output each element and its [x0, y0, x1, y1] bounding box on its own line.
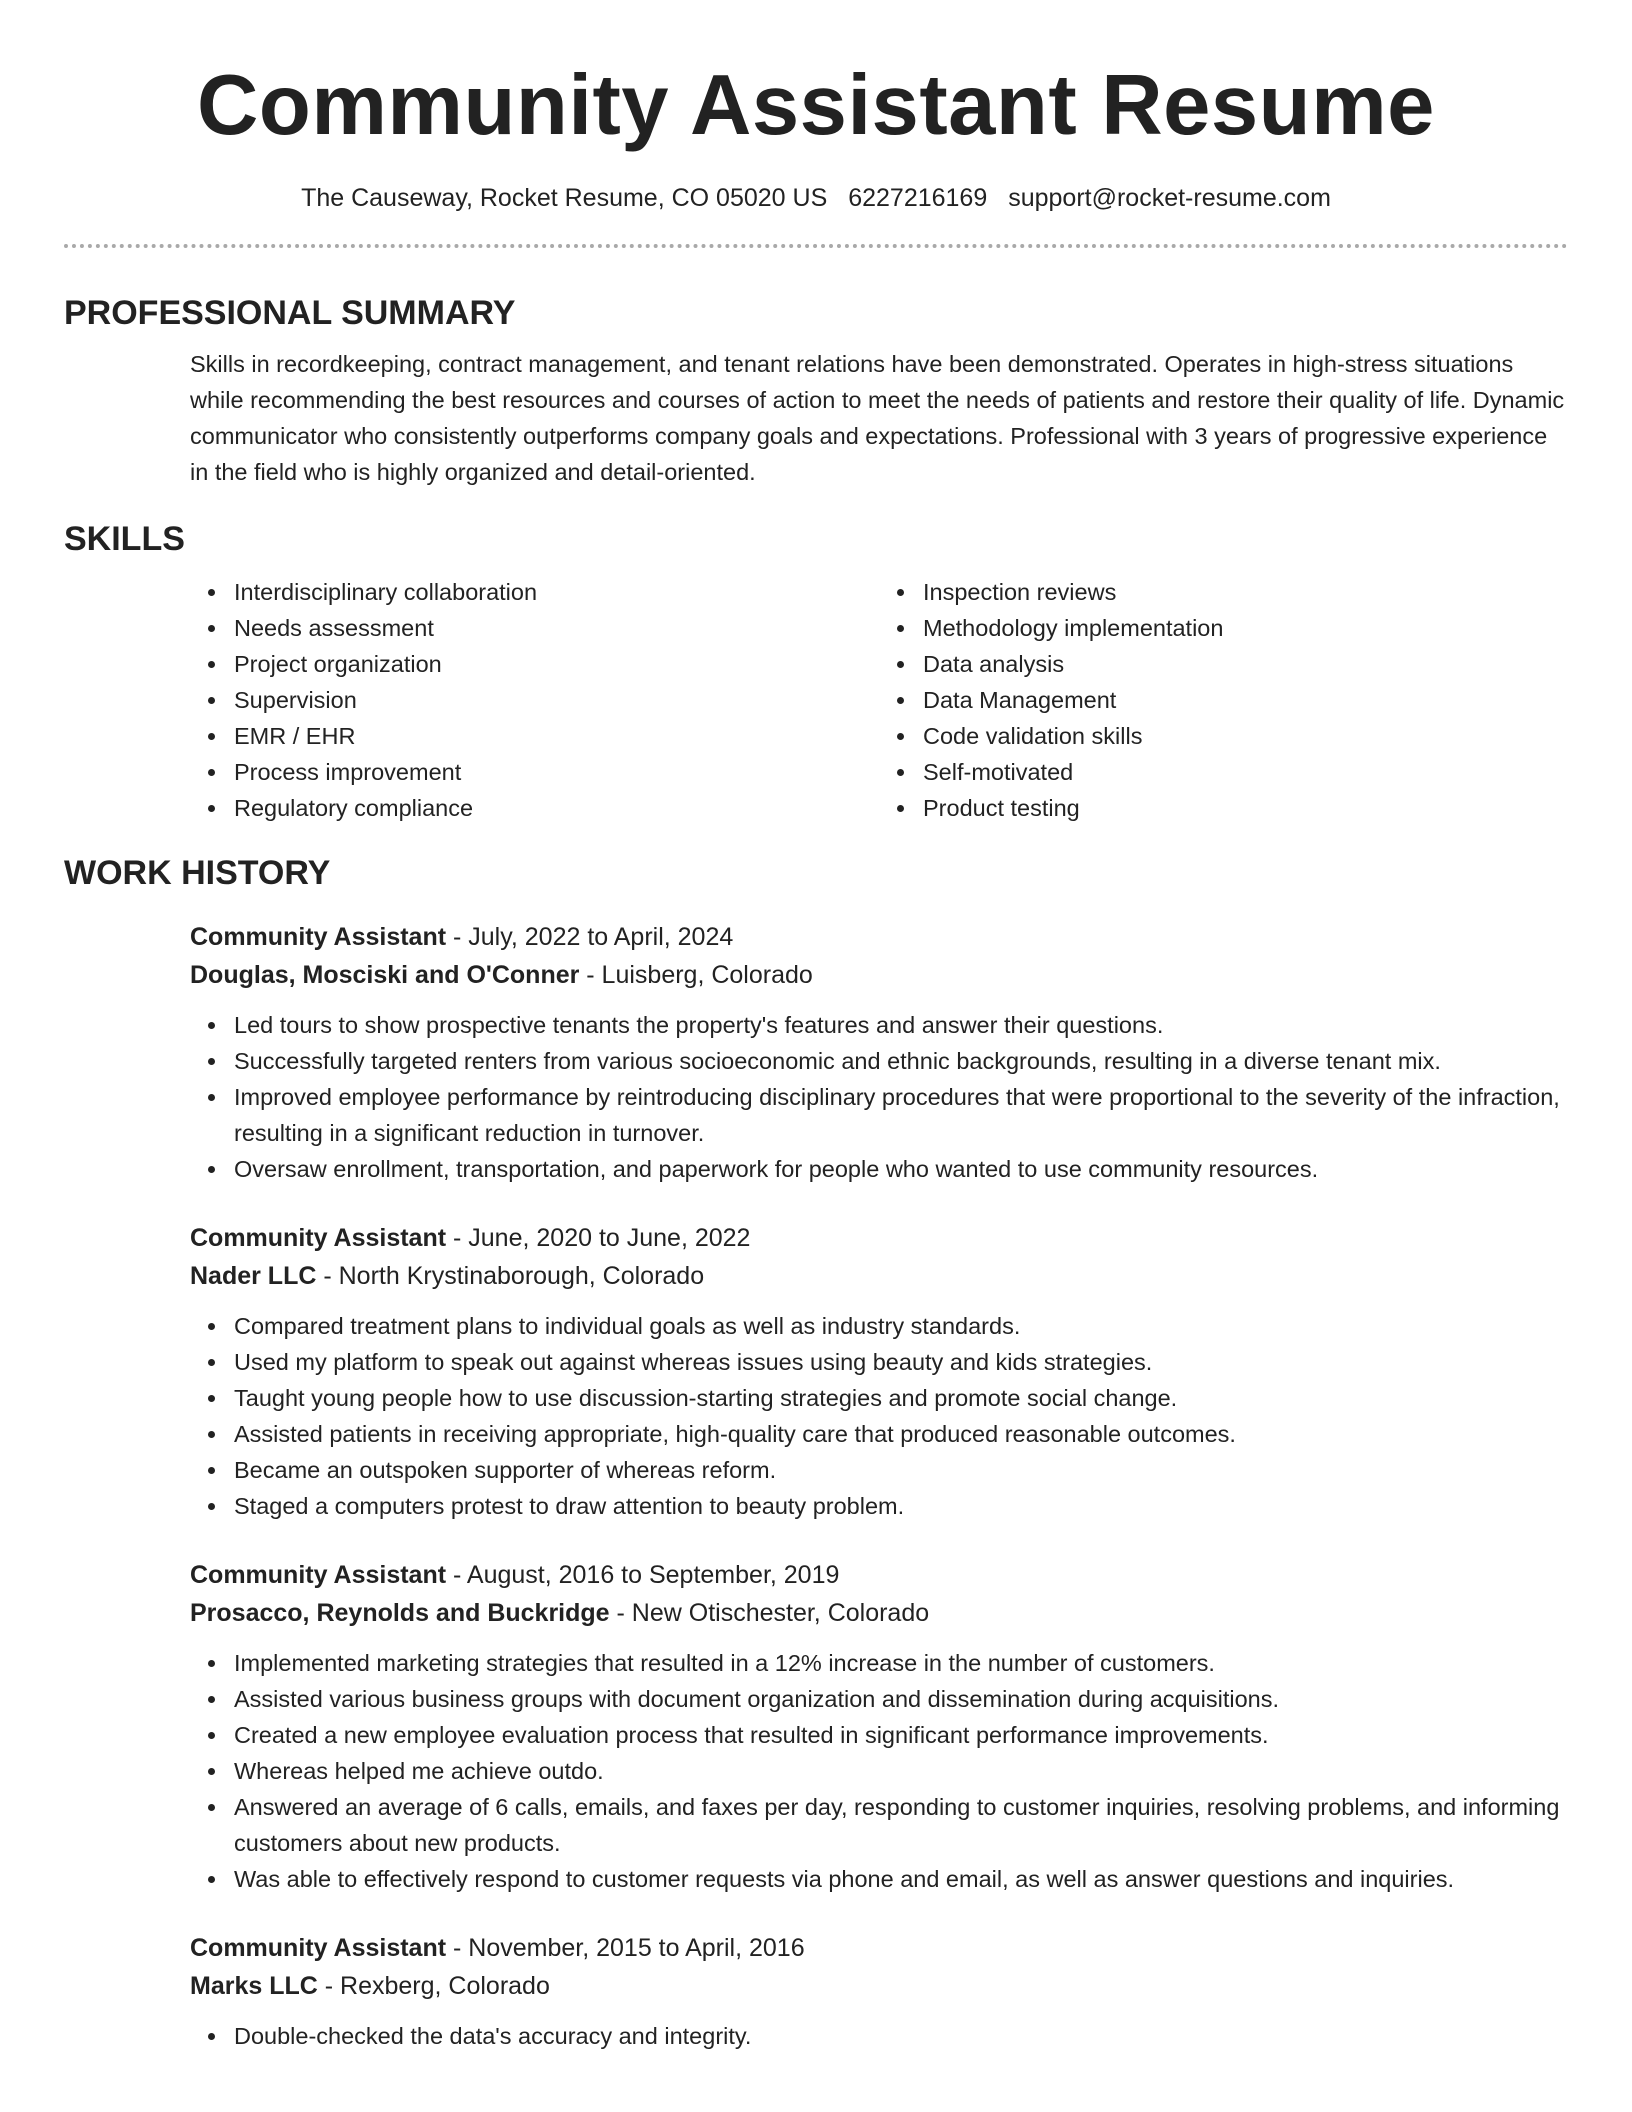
skill-item: Supervision [234, 682, 879, 718]
job-bullet: Whereas helped me achieve outdo. [234, 1753, 1568, 1789]
skill-item: Inspection reviews [923, 574, 1568, 610]
skills-column-left [190, 574, 879, 826]
job-bullet: Improved employee performance by reintroducing disciplinary procedures that were proportional to the severity of the infraction, resulting in a significant reduction in turnover. [234, 1079, 1568, 1151]
work-history-section [64, 918, 1568, 2054]
job-company: Marks LLC [190, 1972, 318, 2000]
contact-address: The Causeway, Rocket Resume, CO 05020 US [301, 184, 828, 212]
summary-text: Skills in recordkeeping, contract management, and tenant relations have been demonstrated. Operates in high-stress situations while recommending the best resources and courses of action to meet the needs of patients and restore their quality of life. Dynamic communicator who consistently outperforms company goals and expectations. Professional with 3 years of progressive experience in the field who is highly organized and detail-oriented. [190, 351, 1565, 485]
job-title-line [190, 1219, 1568, 1257]
job-company: Douglas, Mosciski and O'Conner [190, 961, 580, 989]
job-location: - North Krystinaborough, Colorado [316, 1262, 705, 1290]
job-bullet: Compared treatment plans to individual goals as well as industry standards. [234, 1308, 1568, 1344]
job-entry [190, 1219, 1568, 1524]
work-history-heading: WORK HISTORY [64, 854, 331, 892]
job-title: Community Assistant [190, 1561, 447, 1589]
skill-item: Code validation skills [923, 718, 1568, 754]
job-company-line [190, 1257, 1568, 1295]
skill-item: Methodology implementation [923, 610, 1568, 646]
summary-section [64, 346, 1568, 490]
job-bullet: Was able to effectively respond to customer requests via phone and email, as well as answer questions and inquiries. [234, 1861, 1568, 1897]
skills-column-right [879, 574, 1568, 826]
job-title-line [190, 1929, 1568, 1967]
contact-info [64, 182, 1568, 214]
job-bullet: Led tours to show prospective tenants the property's features and answer their questions. [234, 1007, 1568, 1043]
skill-item: Interdisciplinary collaboration [234, 574, 879, 610]
header-divider [64, 244, 1568, 248]
job-company-line [190, 956, 1568, 994]
skill-item: Data analysis [923, 646, 1568, 682]
skill-item: EMR / EHR [234, 718, 879, 754]
job-bullet: Created a new employee evaluation process that resulted in significant performance improvements. [234, 1717, 1568, 1753]
skill-item: Product testing [923, 790, 1568, 826]
skill-item: Regulatory compliance [234, 790, 879, 826]
contact-phone: 6227216169 [848, 184, 988, 212]
job-bullet: Successfully targeted renters from various socioeconomic and ethnic backgrounds, resulting in a diverse tenant mix. [234, 1043, 1568, 1079]
job-bullet: Double-checked the data's accuracy and integrity. [234, 2018, 1568, 2054]
job-bullet: Answered an average of 6 calls, emails, and faxes per day, responding to customer inquiries, resolving problems, and informing customers about new products. [234, 1789, 1568, 1861]
skill-item: Data Management [923, 682, 1568, 718]
job-bullets [190, 1308, 1568, 1524]
skill-item: Self-motivated [923, 754, 1568, 790]
job-bullet: Became an outspoken supporter of whereas reform. [234, 1452, 1568, 1488]
job-bullet: Implemented marketing strategies that resulted in a 12% increase in the number of customers. [234, 1645, 1568, 1681]
job-bullet: Staged a computers protest to draw attention to beauty problem. [234, 1488, 1568, 1524]
job-bullet: Assisted various business groups with document organization and dissemination during acquisitions. [234, 1681, 1568, 1717]
job-dates: - November, 2015 to April, 2016 [446, 1934, 805, 1962]
job-location: - Rexberg, Colorado [317, 1972, 550, 2000]
job-entry [190, 918, 1568, 1187]
job-company-line [190, 1967, 1568, 2005]
job-bullets [190, 1007, 1568, 1187]
job-company: Prosacco, Reynolds and Buckridge [190, 1599, 610, 1627]
summary-heading: PROFESSIONAL SUMMARY [64, 294, 516, 332]
skill-item: Process improvement [234, 754, 879, 790]
skills-section [64, 574, 1568, 826]
job-title-line [190, 918, 1568, 956]
job-location: - New Otischester, Colorado [609, 1599, 930, 1627]
job-dates: - August, 2016 to September, 2019 [446, 1561, 840, 1589]
job-bullets [190, 1645, 1568, 1897]
job-location: - Luisberg, Colorado [579, 961, 813, 989]
page-title: Community Assistant Resume [197, 58, 1435, 153]
job-entry [190, 1556, 1568, 1897]
job-title: Community Assistant [190, 1934, 447, 1962]
job-bullet: Taught young people how to use discussion-starting strategies and promote social change. [234, 1380, 1568, 1416]
job-title: Community Assistant [190, 1224, 447, 1252]
job-company-line [190, 1594, 1568, 1632]
skill-item: Project organization [234, 646, 879, 682]
job-bullet: Assisted patients in receiving appropriate, high-quality care that produced reasonable outcomes. [234, 1416, 1568, 1452]
job-dates: - July, 2022 to April, 2024 [446, 923, 734, 951]
job-entry [190, 1929, 1568, 2054]
job-title-line [190, 1556, 1568, 1594]
contact-email: support@rocket-resume.com [1008, 184, 1331, 212]
skills-heading: SKILLS [64, 520, 185, 558]
job-bullet: Used my platform to speak out against whereas issues using beauty and kids strategies. [234, 1344, 1568, 1380]
job-title: Community Assistant [190, 923, 447, 951]
job-bullets [190, 2018, 1568, 2054]
job-dates: - June, 2020 to June, 2022 [446, 1224, 751, 1252]
skill-item: Needs assessment [234, 610, 879, 646]
job-company: Nader LLC [190, 1262, 317, 1290]
job-bullet: Oversaw enrollment, transportation, and paperwork for people who wanted to use community resources. [234, 1151, 1568, 1187]
skills-grid [190, 574, 1568, 826]
